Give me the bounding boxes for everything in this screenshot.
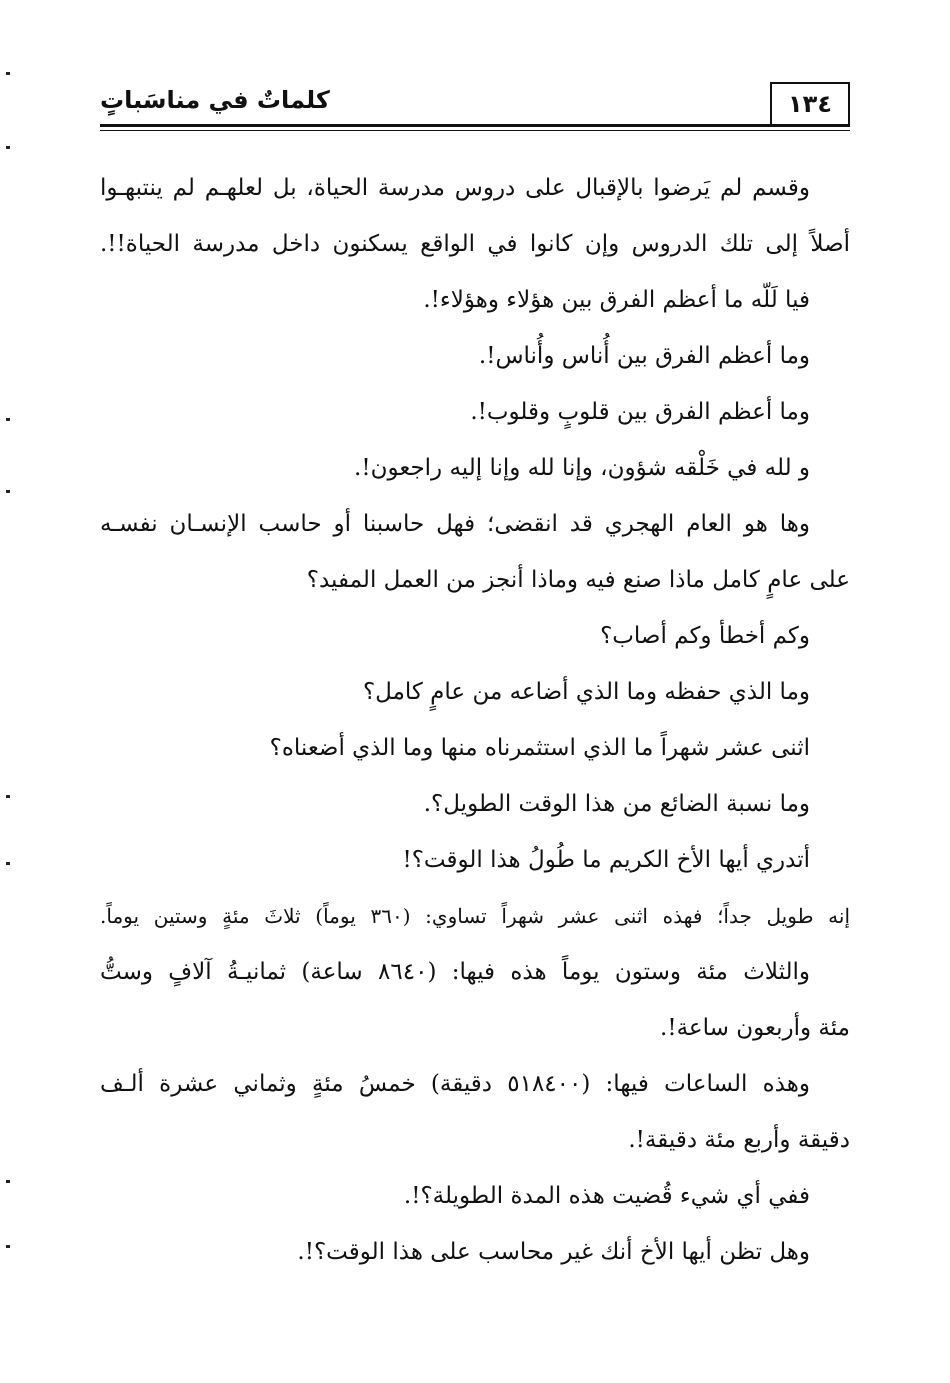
paragraph-line: دقيقة وأربع مئة دقيقة!.	[628, 1127, 850, 1153]
scan-mark	[6, 1180, 10, 1183]
header-rule-thick	[100, 124, 850, 127]
paragraph-line: والثلاث مئة وستون يوماً هذه فيها: (٨٦٤٠ ساعة) ثمانيـةُ آلافٍ وستُّ	[100, 959, 811, 985]
paragraph-line: فيا لَلّه ما أعظم الفرق بين هؤلاء وهؤلاء!.	[423, 287, 810, 313]
paragraph-line: وما أعظم الفرق بين قلوبٍ وقلوب!.	[470, 399, 810, 425]
scan-mark	[6, 72, 10, 75]
paragraph-line: وما نسبة الضائع من هذا الوقت الطويل؟.	[423, 791, 810, 817]
header-rule-thin	[100, 130, 850, 131]
scan-mark	[6, 862, 10, 865]
paragraph-line: و لله في خَلْقه شؤون، وإنا لله وإنا إليه راجعون!.	[354, 455, 810, 481]
page-number: ١٣٤	[770, 82, 850, 124]
paragraph-line: وهذه الساعات فيها: (٥١٨٤٠٠ دقيقة) خمسُ مئةٍ وثماني عشرة ألـف	[100, 1071, 810, 1097]
paragraph-line: اثنى عشر شهراً ما الذي استثمرناه منها وما الذي أضعناه؟	[269, 735, 810, 761]
paragraph-line: وها هو العام الهجري قد انقضى؛ فهل حاسبنا أو حاسب الإنسـان نفسـه	[100, 511, 810, 537]
paragraph-line: وقسم لم يَرضوا بالإقبال على دروس مدرسة الحياة، بل لعلهـم لم ينتبهـوا	[100, 175, 810, 201]
page-body	[100, 160, 850, 1280]
scan-mark	[6, 490, 10, 493]
paragraph-line: وكم أخطأ وكم أصاب؟	[600, 623, 810, 649]
scan-mark	[6, 795, 10, 798]
running-title: كلماتٌ في مناسَباتٍ	[100, 86, 330, 114]
scan-mark	[6, 418, 10, 421]
paragraph-line: على عامٍ كامل ماذا صنع فيه وماذا أنجز من العمل المفيد؟	[306, 567, 850, 593]
paragraph-line: وهل تظن أيها الأخ أنك غير محاسب على هذا الوقت؟!.	[297, 1239, 810, 1265]
paragraph-line: أتدري أيها الأخ الكريم ما طُولُ هذا الوقت؟!	[402, 847, 810, 873]
paragraph-line: ففي أي شيء قُضيت هذه المدة الطويلة؟!.	[403, 1183, 810, 1209]
scan-mark	[6, 146, 10, 149]
paragraph-line: وما الذي حفظه وما الذي أضاعه من عامٍ كامل؟	[362, 679, 810, 705]
paragraph-line: إنه طويل جداً؛ فهذه اثنى عشر شهراً تساوي: (٣٦٠ يوماً) ثلاثَ مئةٍ وستين يوماً.	[100, 904, 851, 928]
paragraph-line: وما أعظم الفرق بين أُناس وأُناس!.	[478, 343, 810, 369]
scan-mark	[6, 1245, 10, 1248]
paragraph-line: مئة وأربعون ساعة!.	[660, 1015, 850, 1041]
page-header	[100, 82, 850, 132]
paragraph-line: أصلاً إلى تلك الدروس وإن كانوا في الواقع يسكنون داخل مدرسة الحياة!!.	[100, 231, 850, 257]
